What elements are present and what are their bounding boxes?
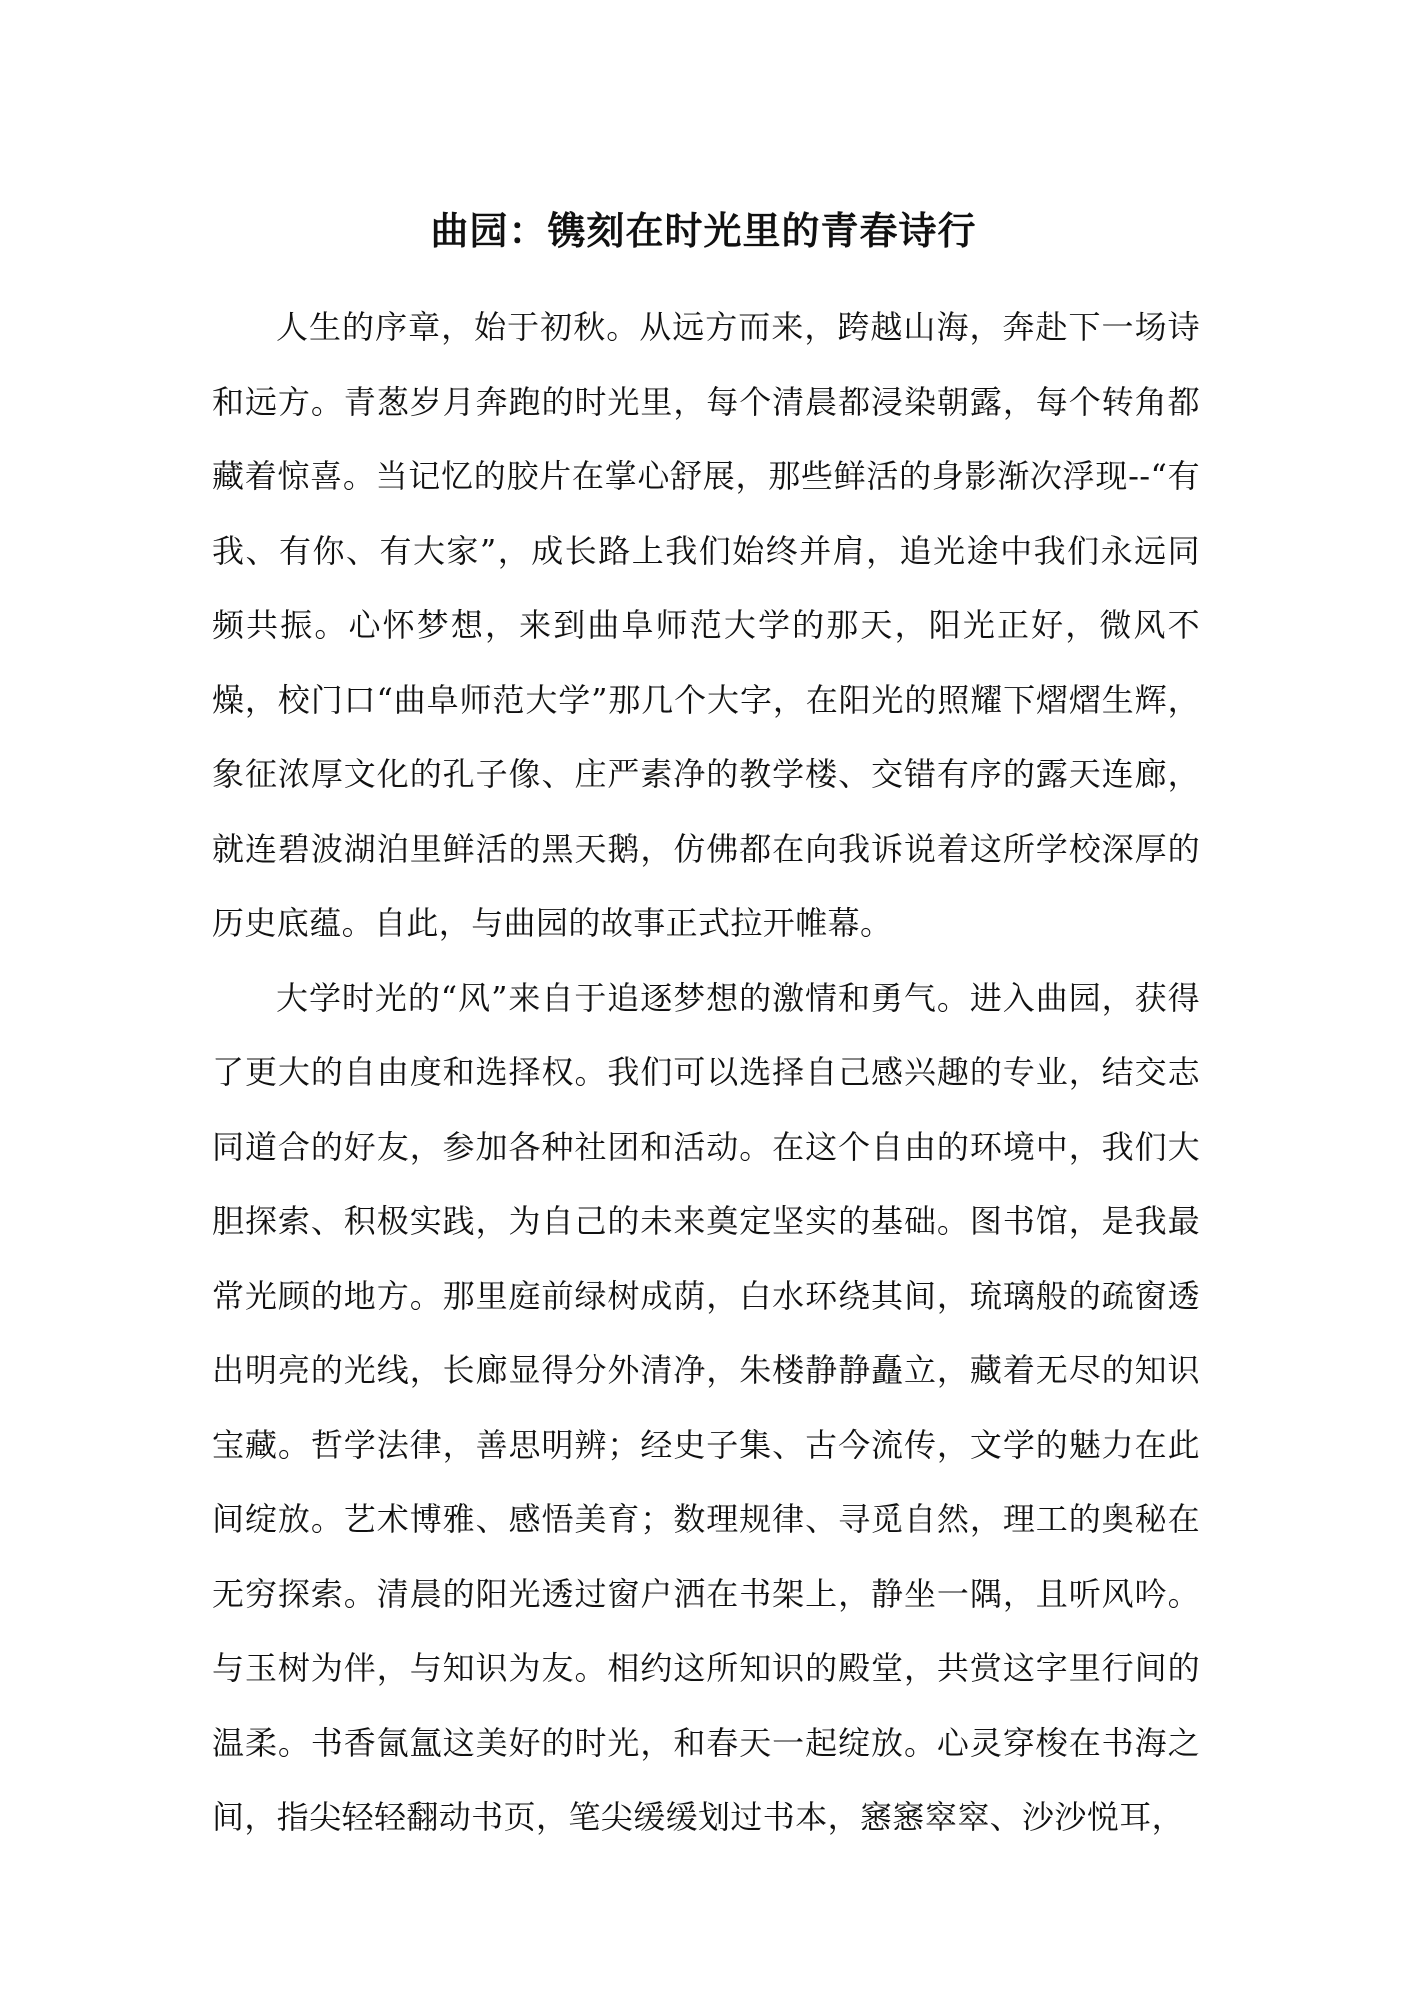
document-title: 曲园：镌刻在时光里的青春诗行 — [430, 208, 977, 254]
document-body — [212, 290, 1200, 1855]
paragraph-2: 大学时光的“风”来自于追逐梦想的激情和勇气。进入曲园，获得了更大的自由度和选择权。我们可以选择自己感兴趣的专业，结交志同道合的好友，参加各种社团和活动。在这个自由的环境中，我们大胆探索、积极实践，为自己的未来奠定坚实的基础。图书馆，是我最常光顾的地方。那里庭前绿树成荫，白水环绕其间，琉璃般的疏窗透出明亮的光线，长廊显得分外清净，朱楼静静矗立，藏着无尽的知识宝藏。哲学法律，善思明辨；经史子集、古今流传，文学的魅力在此间绽放。艺术博雅、感悟美育；数理规律、寻觅自然，理工的奥秘在无穷探索。清晨的阳光透过窗户洒在书架上，静坐一隅，且听风吟。与玉树为伴，与知识为友。相约这所知识的殿堂，共赏这字里行间的温柔。书香氤氲这美好的时光，和春天一起绽放。心灵穿梭在书海之间，指尖轻轻翻动书页，笔尖缓缓划过书本，窸窸窣窣、沙沙悦耳， — [212, 978, 1200, 1836]
paragraph-1: 人生的序章，始于初秋。从远方而来，跨越山海，奔赴下一场诗和远方。青葱岁月奔跑的时光里，每个清晨都浸染朝露，每个转角都藏着惊喜。当记忆的胶片在掌心舒展，那些鲜活的身影渐次浮现--“有我、有你、有大家”，成长路上我们始终并肩，追光途中我们永远同频共振。心怀梦想，来到曲阜师范大学的那天，阳光正好，微风不燥，校门口“曲阜师范大学”那几个大字，在阳光的照耀下熠熠生辉，象征浓厚文化的孔子像、庄严素净的教学楼、交错有序的露天连廊，就连碧波湖泊里鲜活的黑天鹅，仿佛都在向我诉说着这所学校深厚的历史底蕴。自此，与曲园的故事正式拉开帷幕。 — [212, 308, 1200, 942]
